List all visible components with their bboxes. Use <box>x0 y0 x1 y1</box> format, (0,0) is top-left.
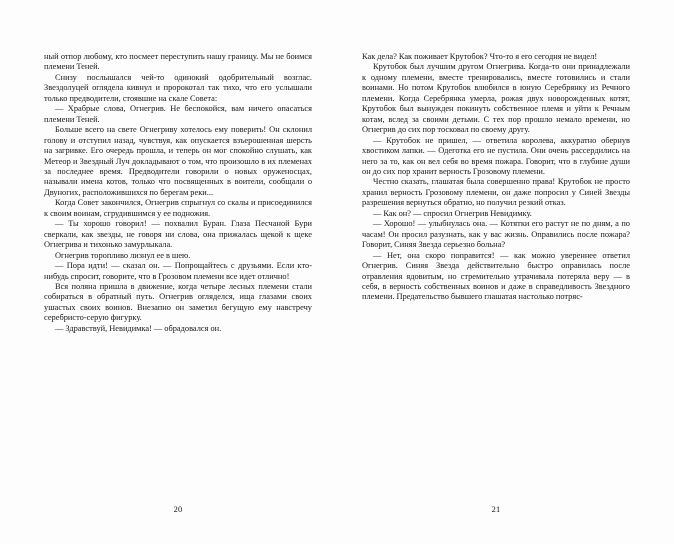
paragraph: — Здравствуй, Невидимка! — обрадовался он. <box>55 323 222 333</box>
left-page <box>44 52 312 514</box>
page-number: 21 <box>491 505 501 514</box>
paragraph: Вся поляна пришла в движение, когда четыре лесных племени стали собираться в обратный путь. Огнегрив огляделся, ища глазами своих ушастых своих воинов. Внезапно он заметил бегущую ему навстречу серебристо-серую фигурку. <box>44 281 312 323</box>
right-folio-wrap <box>362 480 630 514</box>
left-folio-wrap <box>44 480 312 514</box>
paragraph: — Храбрые слова, Огнегрив. Не беспокойся, вам ничего опасаться племени Теней. <box>44 104 312 124</box>
paragraph: — Как он? — спросил Огнегрив Невидимку. <box>373 208 532 218</box>
paragraph: Когда Совет закончился, Огнегрив спрыгнул со скалы и присоединился к своим воинам, сгрудившимся у ее подножия. <box>44 198 312 218</box>
paragraph: ный отпор любому, кто посмеет переступить нашу границу. Мы не боимся племени Теней. <box>44 52 312 72</box>
page-gutter <box>312 52 362 514</box>
paragraph: — Пора идти! — сказал он. — Попрощайтесь с друзьями. Если кто-нибудь спросит, говорите, что в Грозовом племени все идет отлично! <box>44 261 312 281</box>
right-page-body <box>362 52 630 480</box>
right-page <box>362 52 630 514</box>
page-number: 20 <box>173 505 183 514</box>
paragraph: — Нет, она скоро поправится! — как можно увереннее ответил Огнегрив. Синяя Звезда действительно быстро оправилась после отравления ядовитым, но стремительно утрачивала потеряла веру — в себя, в верность собственных воинов и даже в справедливость Звездного племени. Предательство бывшего глашатая настолько потряс- <box>362 250 630 302</box>
paragraph: Честно сказать, глашатая была совершенно права! Крутобок не просто хранил верность Грозовому племени, он даже попросил у Синей Звезды разрешения вернуться обратно, но получил резкий отказ. <box>362 177 630 208</box>
paragraph: — Хорошо! — улыбнулась она. — Котятки его растут не по дням, а по часам! Он просил разузнать, как у вас жизнь. Оправились после пожара? Говорит, Синяя Звезда серьезно больна? <box>362 219 630 250</box>
paragraph: Как дела? Как поживает Крутобок? Что-то я его сегодня не видел! <box>362 52 598 61</box>
left-page-body <box>44 52 312 480</box>
paragraph: Больше всего на свете Огнегриву хотелось ему поверить! Он склонил голову и отступил назад, чувствуя, как опускается взъерошенная шерсть на загривке. Его очередь прошла, и теперь он мог спокойно слушать, как Метеор и Звездный Луч докладывают о том, что произошло в их племенах за последнее время. Предводители говорили о новых оруженосцах, называли имена котов, только что посвященных в воители, сообщали о Двуногих, расположившихся по берегам реки... <box>44 125 312 197</box>
paragraph: — Ты хорошо говорил! — похвалил Буран. Глаза Песчаной Бури сверкали, как звезды, не говоря ни слова, она прижалась щекой к щеке Огнегрива и тихонько замурлыкала. <box>44 219 312 250</box>
paragraph: Огнегрив торопливо лизнул ее в шею. <box>55 250 191 260</box>
paragraph: Крутобок был лучшим другом Огнегрива. Когда-то они принадлежали к одному племени, вместе тренировались, вместе готовились и стали воинами. Но потом Крутобок влюбился в юную Серебрянку из Речного племени. Когда Серебрянка умерла, рожая двух новорожденных котят, Крутобок был вынужден покинуть собственное племя и уйти к Речным котам, вслед за своими детьми. С тех пор прошло немало времени, но Огнегрив до сих пор тосковал по своему другу. <box>362 62 630 135</box>
paragraph: Снизу послышался чей-то одинокий одобрительный возглас. Звездолуцей оглядела кивнул и пророкотал так тихо, что его услышали только предводители, стоявшие на скале Совета: <box>44 72 312 103</box>
paragraph: — Крутобок не пришел, — ответила королева, аккуратно обернув хвостиком лапки. — Одеготка его не пустила. Они очень рассердились на него за то, как он вел себя во время пожара. Говорит, что в глубине души он до сих пор хранит верность Грозовому племени. <box>362 135 630 176</box>
